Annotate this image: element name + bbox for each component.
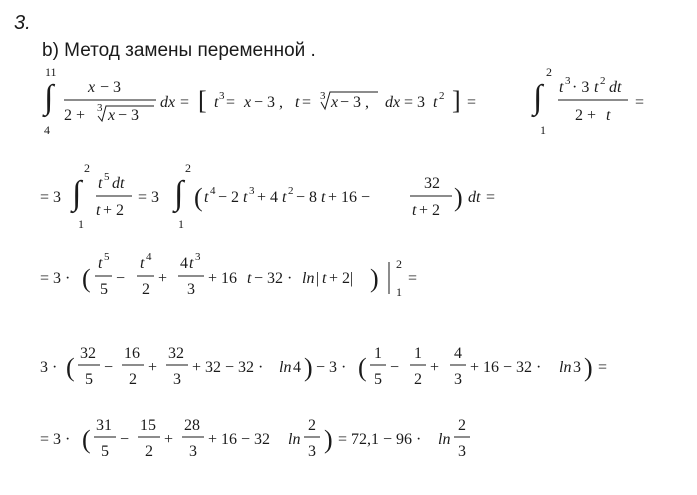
svg-text:1: 1 <box>78 217 84 231</box>
svg-text:+: + <box>158 270 168 287</box>
svg-text:2: 2 <box>185 161 191 175</box>
problem-number: 3. <box>14 12 31 34</box>
svg-text:32: 32 <box>80 345 96 362</box>
svg-text:· 3: · 3 <box>572 79 590 96</box>
svg-text:ln: ln <box>288 431 301 448</box>
svg-text:t: t <box>594 79 599 96</box>
svg-text:(: ( <box>82 264 91 293</box>
svg-text:3 ·: 3 · <box>40 359 58 376</box>
svg-text:3: 3 <box>454 371 462 388</box>
svg-text:28: 28 <box>184 417 200 434</box>
svg-text:− 3 ·: − 3 · <box>316 359 347 376</box>
equation-line-2 <box>40 160 540 237</box>
svg-text:2: 2 <box>600 75 606 87</box>
svg-text:+: + <box>430 359 440 376</box>
svg-text:+ 16 − 32: + 16 − 32 <box>208 431 271 448</box>
svg-text:ln: ln <box>438 431 451 448</box>
svg-text:3: 3 <box>320 90 326 102</box>
svg-text:− 3 ,: − 3 , <box>340 94 370 111</box>
svg-text:− 2: − 2 <box>218 189 240 206</box>
svg-text:=: = <box>598 359 608 376</box>
svg-text:(: ( <box>82 425 91 454</box>
equation-line-1 <box>40 64 670 145</box>
svg-text:+ 16 − 32 ·: + 16 − 32 · <box>470 359 542 376</box>
svg-text:t: t <box>606 107 611 124</box>
svg-text:+ 2|: + 2| <box>329 270 354 287</box>
svg-text:t: t <box>295 94 300 111</box>
svg-text:2: 2 <box>414 371 422 388</box>
svg-text:t: t <box>433 94 438 111</box>
svg-text:1: 1 <box>396 285 402 299</box>
svg-text:dx: dx <box>385 94 401 111</box>
svg-text:): ) <box>454 183 463 212</box>
svg-text:15: 15 <box>140 417 156 434</box>
svg-text:ln: ln <box>559 359 572 376</box>
equation-line-3-math <box>40 246 460 306</box>
svg-text:5: 5 <box>100 281 108 298</box>
svg-text:5: 5 <box>104 251 110 263</box>
svg-text:3: 3 <box>189 443 197 460</box>
svg-text:(: ( <box>66 353 75 382</box>
svg-text:dx: dx <box>160 94 176 111</box>
svg-text:2: 2 <box>546 65 552 79</box>
svg-text:): ) <box>304 353 313 382</box>
svg-text:31: 31 <box>96 417 112 434</box>
svg-text:x: x <box>108 107 116 124</box>
svg-text:=: = <box>302 94 312 111</box>
svg-text:− 3: − 3 <box>100 79 122 96</box>
svg-text:2: 2 <box>396 257 402 271</box>
svg-text:|: | <box>316 270 320 287</box>
svg-text:5: 5 <box>101 443 109 460</box>
svg-text:+: + <box>148 359 158 376</box>
svg-text:+ 2: + 2 <box>419 202 441 219</box>
svg-text:2: 2 <box>288 185 294 197</box>
svg-text:dt: dt <box>468 189 481 206</box>
svg-text:[: [ <box>198 86 207 115</box>
svg-text:t: t <box>247 270 252 287</box>
svg-text:−: − <box>104 359 114 376</box>
svg-text:3: 3 <box>249 185 255 197</box>
svg-text:11: 11 <box>45 65 57 79</box>
svg-text:2: 2 <box>129 371 137 388</box>
svg-text:dt: dt <box>609 79 622 96</box>
svg-text:∫: ∫ <box>44 79 54 116</box>
svg-text:): ) <box>370 264 379 293</box>
svg-text:ln: ln <box>302 270 315 287</box>
svg-text:t: t <box>204 189 209 206</box>
svg-text:= 3: = 3 <box>40 189 62 206</box>
svg-text:3: 3 <box>195 251 201 263</box>
svg-text:3: 3 <box>573 359 581 376</box>
svg-text:−: − <box>390 359 400 376</box>
svg-text:t: t <box>98 255 103 272</box>
equation-line-3 <box>40 246 460 311</box>
svg-text:]: ] <box>452 86 461 115</box>
svg-text:t: t <box>96 202 101 219</box>
svg-text:−: − <box>120 431 130 448</box>
svg-text:2: 2 <box>84 161 90 175</box>
svg-text:=: = <box>226 94 236 111</box>
svg-text:4: 4 <box>180 255 188 272</box>
svg-text:x: x <box>244 94 252 111</box>
method-heading: b) Метод замены переменной . <box>42 40 316 61</box>
svg-text:2: 2 <box>145 443 153 460</box>
equation-line-4 <box>40 338 640 403</box>
svg-text:2: 2 <box>142 281 150 298</box>
svg-text:+: + <box>164 431 174 448</box>
svg-text:3: 3 <box>97 102 103 114</box>
svg-text:ln: ln <box>279 359 292 376</box>
svg-text:): ) <box>584 353 593 382</box>
svg-text:): ) <box>324 425 333 454</box>
svg-text:3: 3 <box>308 443 316 460</box>
svg-text:1: 1 <box>374 345 382 362</box>
svg-text:− 3: − 3 <box>118 107 140 124</box>
svg-text:3: 3 <box>219 90 225 102</box>
svg-text:x: x <box>331 94 339 111</box>
svg-text:4: 4 <box>454 345 462 362</box>
svg-text:16: 16 <box>124 345 140 362</box>
svg-text:1: 1 <box>414 345 422 362</box>
svg-text:=: = <box>180 94 190 111</box>
svg-text:3: 3 <box>173 371 181 388</box>
svg-text:(: ( <box>358 353 367 382</box>
svg-text:+ 16: + 16 <box>208 270 238 287</box>
svg-text:= 3 ·: = 3 · <box>40 431 71 448</box>
svg-text:+ 4: + 4 <box>257 189 279 206</box>
svg-text:2: 2 <box>439 90 445 102</box>
svg-text:t: t <box>412 202 417 219</box>
svg-text:t: t <box>189 255 194 272</box>
svg-text:+ 32 − 32 ·: + 32 − 32 · <box>192 359 264 376</box>
svg-text:2: 2 <box>458 417 466 434</box>
svg-text:= 3: = 3 <box>138 189 160 206</box>
svg-text:t: t <box>321 189 326 206</box>
svg-text:− 3 ,: − 3 , <box>254 94 284 111</box>
svg-text:3: 3 <box>565 75 571 87</box>
svg-text:− 32 ·: − 32 · <box>254 270 293 287</box>
svg-text:+ 2: + 2 <box>103 202 125 219</box>
svg-text:4: 4 <box>210 185 216 197</box>
svg-text:t: t <box>559 79 564 96</box>
svg-text:1: 1 <box>178 217 184 231</box>
svg-text:∫: ∫ <box>72 175 82 212</box>
svg-text:= 3 ·: = 3 · <box>40 270 71 287</box>
svg-text:= 72,1 − 96 ·: = 72,1 − 96 · <box>338 431 422 448</box>
svg-text:32: 32 <box>168 345 184 362</box>
svg-text:5: 5 <box>374 371 382 388</box>
svg-text:t: t <box>98 175 103 192</box>
svg-text:(: ( <box>194 183 203 212</box>
svg-text:4: 4 <box>146 251 152 263</box>
svg-text:t: t <box>322 270 327 287</box>
svg-text:t: t <box>214 94 219 111</box>
svg-text:+ 16 −: + 16 − <box>328 189 371 206</box>
svg-text:=: = <box>635 94 645 111</box>
svg-text:4: 4 <box>293 359 301 376</box>
svg-text:∫: ∫ <box>533 79 543 116</box>
svg-text:t: t <box>243 189 248 206</box>
svg-text:5: 5 <box>104 171 110 183</box>
equation-line-5 <box>40 410 520 475</box>
svg-text:=: = <box>408 270 418 287</box>
equation-line-5-math <box>40 410 520 470</box>
equation-line-1-math <box>40 64 670 140</box>
svg-text:2 +: 2 + <box>575 107 597 124</box>
svg-text:5: 5 <box>85 371 93 388</box>
svg-text:−: − <box>116 270 126 287</box>
svg-text:3: 3 <box>187 281 195 298</box>
svg-text:x: x <box>88 79 96 96</box>
svg-text:=: = <box>467 94 477 111</box>
svg-text:t: t <box>282 189 287 206</box>
svg-text:∫: ∫ <box>174 175 184 212</box>
svg-text:= 3: = 3 <box>404 94 426 111</box>
svg-text:dt: dt <box>112 175 125 192</box>
svg-text:3: 3 <box>458 443 466 460</box>
svg-text:2 +: 2 + <box>64 107 86 124</box>
svg-text:− 8: − 8 <box>296 189 318 206</box>
svg-text:2: 2 <box>308 417 316 434</box>
svg-text:4: 4 <box>44 123 50 137</box>
svg-text:t: t <box>140 255 145 272</box>
svg-text:32: 32 <box>424 175 440 192</box>
equation-line-2-math <box>40 160 540 232</box>
svg-text:1: 1 <box>540 123 546 137</box>
svg-text:=: = <box>486 189 496 206</box>
equation-line-4-math <box>40 338 640 398</box>
